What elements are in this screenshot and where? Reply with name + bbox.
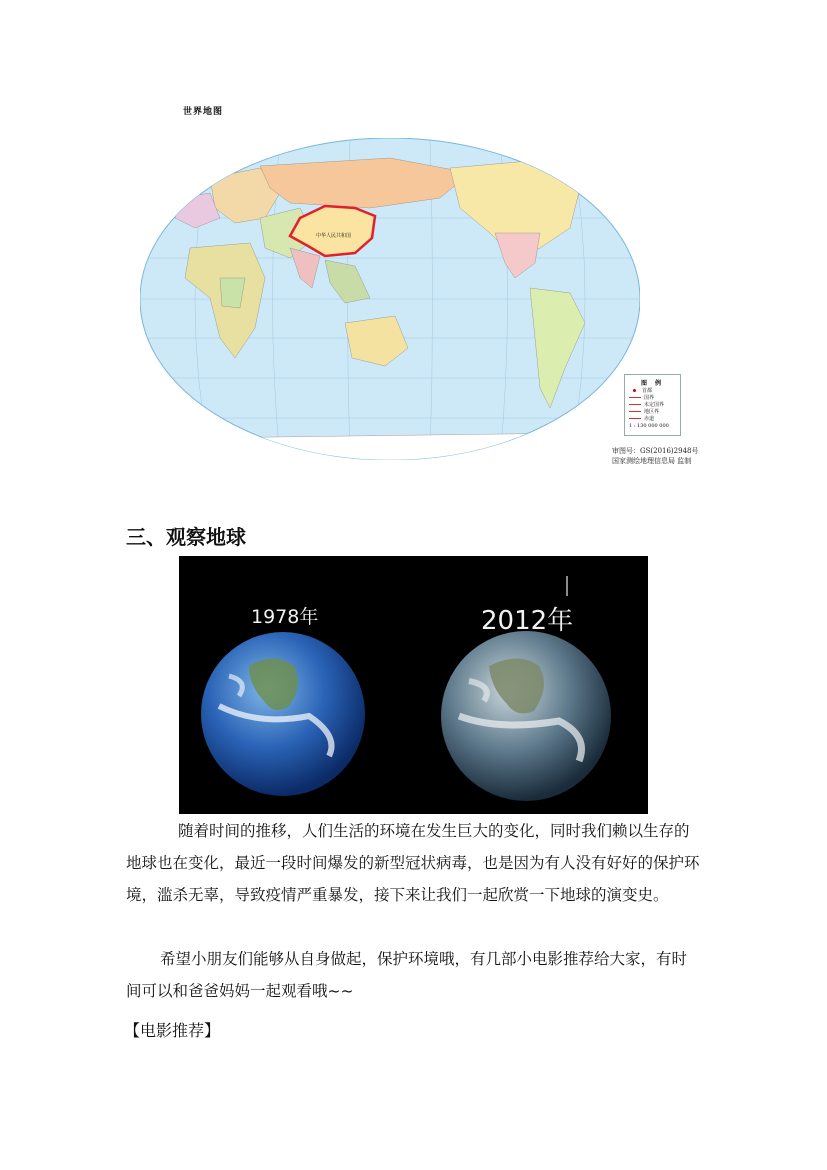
border-line-icon — [629, 397, 641, 398]
legend-scale: 1 : 130 000 000 — [629, 422, 669, 429]
undetermined-border-icon — [629, 404, 641, 405]
legend-item: 地区界 — [644, 409, 660, 415]
paragraph-environment: 随着时间的推移，人们生活的环境在发生巨大的变化，同时我们赖以生存的地球也在变化，最近一段时间爆发的新型冠状病毒，也是因为有人没有好好的保护环境，滥杀无辜，导致疫情严重暴发，接下来让我们一起欣赏一下地球的演变史。 — [126, 822, 700, 904]
map-approval-note — [612, 446, 698, 466]
legend-title: 图 例 — [640, 380, 665, 387]
world-map-image — [140, 138, 640, 460]
legend-item: 国界 — [644, 395, 655, 401]
map-title: 世界地图 — [183, 107, 224, 117]
year-1978-label: 1978年 — [251, 606, 319, 628]
legend-item: 赤道 — [644, 416, 655, 422]
map-publisher: 国家测绘地理信息局 监制 — [612, 457, 692, 465]
map-legend — [624, 374, 681, 436]
region-border-icon — [629, 411, 641, 412]
earth-globes — [179, 556, 648, 814]
section-heading: 三、观察地球 — [126, 525, 246, 549]
legend-item: 首都 — [642, 388, 653, 394]
approval-number: 审图号：GS(2016)2948号 — [612, 447, 699, 455]
earth-comparison-image — [179, 556, 648, 814]
capital-dot-icon — [633, 389, 636, 392]
equator-line-icon — [629, 418, 641, 419]
year-2012-label: 2012年 — [481, 606, 574, 636]
paragraph-movie-intro: 希望小朋友们能够从自身做起，保护环境哦，有几部小电影推荐给大家，有时间可以和爸爸妈妈一起观看哦~~ — [126, 950, 688, 1000]
movie-recommendation-heading: 【电影推荐】 — [124, 1021, 221, 1040]
china-map-label: 中华人民共和国 — [316, 233, 352, 239]
earth-1978-globe — [201, 632, 365, 796]
legend-item: 未定国界 — [644, 402, 665, 408]
